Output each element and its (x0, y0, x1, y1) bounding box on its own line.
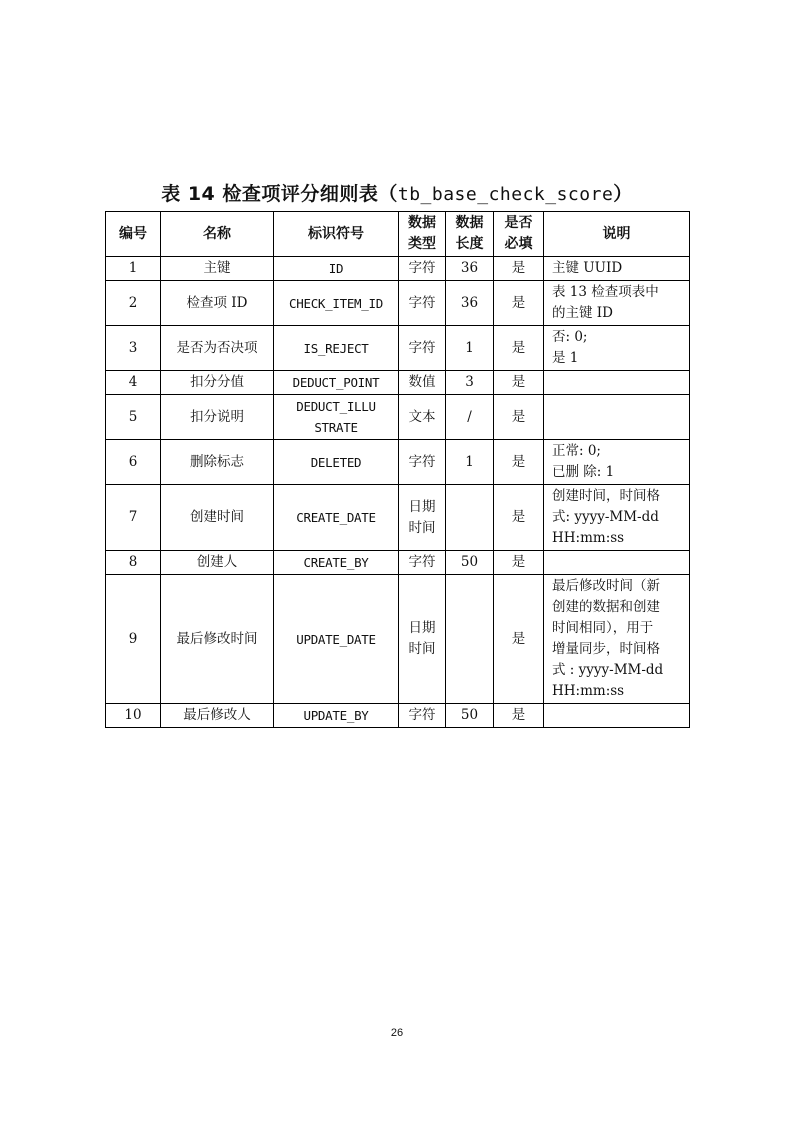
cell-length: 36 (446, 257, 494, 281)
cell-length: 50 (446, 551, 494, 575)
cell-desc (544, 704, 690, 728)
table-row (106, 704, 690, 728)
identifier-line: DEDUCT_POINT (292, 375, 380, 390)
data-type-line: 数值 (408, 374, 436, 390)
desc-line: 增量同步，时间格 (552, 641, 660, 657)
desc-line: 最后修改时间（新 (552, 578, 660, 594)
cell-desc (544, 257, 690, 281)
desc-line: 已删 除: 1 (552, 464, 615, 480)
cell-length: 3 (446, 371, 494, 395)
cell-identifier (274, 281, 399, 326)
header-row (106, 212, 690, 257)
cell-length: 36 (446, 281, 494, 326)
cell-data-type (399, 551, 446, 575)
cell-desc (544, 575, 690, 704)
cell-required: 是 (494, 281, 544, 326)
identifier-line: UPDATE_DATE (296, 631, 376, 647)
cell-no: 9 (106, 575, 161, 704)
cell-required: 是 (494, 440, 544, 485)
cell-identifier (274, 326, 399, 371)
cell-name: 创建时间 (161, 485, 274, 551)
header-data-type-line: 类型 (408, 236, 436, 252)
identifier-line: DEDUCT_ILLU (296, 399, 376, 414)
desc-line: 创建的数据和创建 (552, 599, 660, 615)
caption-table-name: tb_base_check_score (397, 184, 614, 205)
cell-no: 3 (106, 326, 161, 371)
cell-identifier (274, 371, 399, 395)
table-row (106, 281, 690, 326)
cell-length (446, 575, 494, 704)
header-length-line: 数据 (455, 215, 484, 231)
table-row (106, 440, 690, 485)
table-row (106, 485, 690, 551)
header-required-line: 是否 (504, 215, 533, 231)
cell-desc (544, 551, 690, 575)
cell-desc (544, 440, 690, 485)
cell-identifier (274, 257, 399, 281)
data-type-line: 字符 (408, 294, 436, 311)
desc-line: 时间相同），用于 (552, 620, 654, 636)
identifier-line: DELETED (310, 454, 362, 470)
identifier-line: STRATE (314, 420, 358, 435)
data-type-line: 时间 (408, 519, 436, 536)
header-desc: 说明 (544, 212, 690, 257)
cell-length: 1 (446, 440, 494, 485)
cell-data-type (399, 704, 446, 728)
data-type-line: 字符 (408, 339, 436, 356)
cell-no: 8 (106, 551, 161, 575)
caption-prefix: 表 14 检查项评分细则表（ (161, 183, 398, 205)
cell-no: 7 (106, 485, 161, 551)
cell-name: 最后修改时间 (161, 575, 274, 704)
cell-desc (544, 371, 690, 395)
data-type-line: 日期 (408, 498, 436, 515)
cell-name: 创建人 (161, 551, 274, 575)
desc-line: 是 1 (552, 350, 579, 366)
cell-no: 4 (106, 371, 161, 395)
cell-desc (544, 485, 690, 551)
header-data-type-line: 数据 (408, 215, 436, 231)
cell-data-type (399, 326, 446, 371)
table-caption (0, 179, 794, 206)
identifier-line: CREATE_DATE (296, 510, 376, 525)
cell-no: 5 (106, 395, 161, 440)
header-identifier: 标识符号 (274, 212, 399, 257)
header-length-line: 长度 (455, 236, 484, 252)
identifier-line: IS_REJECT (303, 340, 369, 356)
cell-length: / (446, 395, 494, 440)
table-row (106, 257, 690, 281)
table-row (106, 395, 690, 440)
desc-line: 的主键 ID (552, 305, 613, 321)
cell-length: 50 (446, 704, 494, 728)
identifier-line: UPDATE_BY (303, 708, 369, 723)
desc-line: 式 : yyyy-MM-dd (552, 662, 664, 678)
cell-data-type (399, 575, 446, 704)
cell-no: 2 (106, 281, 161, 326)
cell-identifier (274, 440, 399, 485)
cell-data-type (399, 440, 446, 485)
data-type-line: 日期 (408, 620, 436, 636)
cell-required: 是 (494, 257, 544, 281)
desc-line: 主键 UUID (552, 260, 623, 276)
header-length (446, 212, 494, 257)
table-row (106, 371, 690, 395)
cell-required: 是 (494, 371, 544, 395)
cell-identifier (274, 704, 399, 728)
cell-name: 是否为否决项 (161, 326, 274, 371)
cell-name: 扣分说明 (161, 395, 274, 440)
data-type-line: 时间 (408, 641, 436, 657)
desc-line: HH:mm:ss (552, 683, 625, 699)
identifier-line: ID (328, 261, 344, 276)
cell-identifier (274, 575, 399, 704)
header-required (494, 212, 544, 257)
cell-name: 检查项 ID (161, 281, 274, 326)
desc-line: 正常: 0; (552, 443, 601, 459)
desc-line: 式: yyyy-MM-dd (552, 509, 659, 525)
cell-no: 10 (106, 704, 161, 728)
cell-required: 是 (494, 485, 544, 551)
cell-desc (544, 395, 690, 440)
data-type-line: 文本 (408, 408, 436, 425)
cell-name: 扣分分值 (161, 371, 274, 395)
cell-desc (544, 326, 690, 371)
table-row (106, 551, 690, 575)
cell-no: 6 (106, 440, 161, 485)
desc-line: 否: 0; (552, 329, 588, 345)
data-type-line: 字符 (408, 453, 436, 470)
cell-identifier (274, 395, 399, 440)
cell-required: 是 (494, 395, 544, 440)
cell-required: 是 (494, 704, 544, 728)
cell-length: 1 (446, 326, 494, 371)
table-row (106, 575, 690, 704)
cell-identifier (274, 485, 399, 551)
cell-data-type (399, 281, 446, 326)
identifier-line: CHECK_ITEM_ID (289, 295, 383, 311)
cell-data-type (399, 395, 446, 440)
cell-identifier (274, 551, 399, 575)
page-number: 26 (390, 1027, 404, 1039)
cell-required: 是 (494, 326, 544, 371)
cell-required: 是 (494, 551, 544, 575)
cell-name: 删除标志 (161, 440, 274, 485)
desc-line: 创建时间，时间格 (552, 488, 660, 504)
cell-data-type (399, 257, 446, 281)
cell-desc (544, 281, 690, 326)
desc-line: 表 13 检查项表中 (552, 284, 659, 300)
caption-suffix: ） (613, 183, 633, 205)
data-type-line: 字符 (408, 554, 436, 570)
schema-table (105, 211, 690, 728)
data-type-line: 字符 (408, 260, 436, 276)
cell-name: 主键 (161, 257, 274, 281)
cell-data-type (399, 371, 446, 395)
cell-name: 最后修改人 (161, 704, 274, 728)
desc-line: HH:mm:ss (552, 530, 625, 546)
identifier-line: CREATE_BY (303, 555, 369, 570)
table-row (106, 326, 690, 371)
header-data-type (399, 212, 446, 257)
header-no: 编号 (106, 212, 161, 257)
header-name: 名称 (161, 212, 274, 257)
data-type-line: 字符 (408, 707, 436, 723)
cell-data-type (399, 485, 446, 551)
cell-no: 1 (106, 257, 161, 281)
cell-length (446, 485, 494, 551)
cell-required: 是 (494, 575, 544, 704)
header-required-line: 必填 (504, 236, 533, 252)
